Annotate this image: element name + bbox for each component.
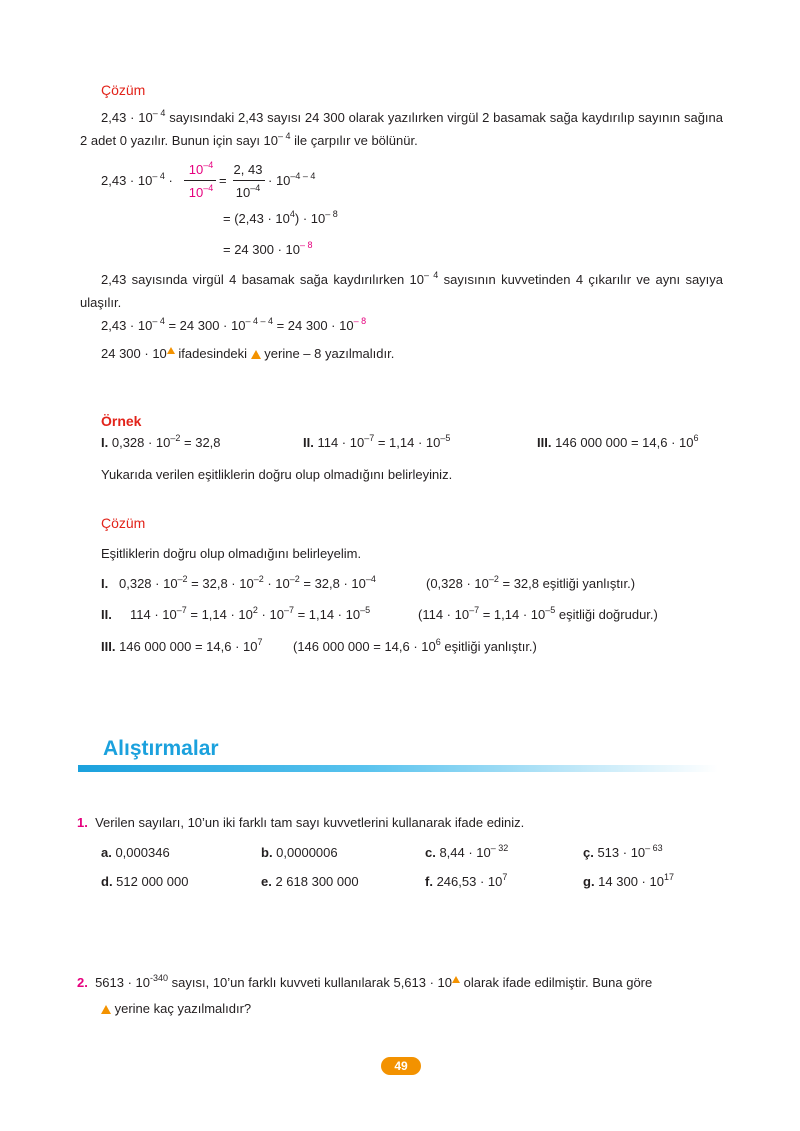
solution-2-intro: Eşitliklerin doğru olup olmadığını belirleyelim.: [101, 546, 362, 561]
exercises-title: Alıştırmalar: [103, 737, 219, 760]
example-item-1: I. $0,328 \cdot 10^{-2} = 32,8$: [101, 432, 221, 450]
exercise-1-item-d: d. 512 000 000: [101, 874, 189, 889]
solution-paragraph-1: $2,43 \cdot 10^{- 4}$ sayısındaki 2,43 sayısı 24 300 olarak yazılırken virgül 2 basamak sağa kaydırılıp sayının sağına 2 adet 0 yazılır. Bunun için sayı $10^{- 4}$ ile çarpılır ve bölünür.: [80, 107, 723, 148]
example-heading: Örnek: [101, 413, 142, 429]
orange-triangle-icon: [452, 976, 460, 983]
orange-triangle-icon: [101, 1005, 111, 1014]
exercise-1-item-a: a. 0,000346: [101, 845, 170, 860]
solution-conclusion: 24 300 · 10 ifadesindeki yerine – 8 yazılmalıdır.: [101, 346, 395, 361]
equation-step-3: = 24 $300 \cdot 10^{- 8}$: [223, 239, 313, 257]
solution-paragraph-2: 2,43 sayısında virgül 4 basamak sağa kaydırılırken $10^{- 4}$ sayısının kuvvetinden 4 çıkarılır ve aynı sayıya ulaşılır.: [80, 269, 724, 310]
exercise-1: 1. Verilen sayıları, 10’un iki farklı tam sayı kuvvetlerini kullanarak ifade ediniz.: [77, 815, 525, 830]
exercise-1-item-c: c. $8,44 \cdot 10^{- 32}$: [425, 842, 509, 860]
exercise-1-item-e: e. 2 618 300 000: [261, 874, 359, 889]
equation-line: $2,43 \cdot 10^{- 4} = 24$ $300 \cdot 10^{- 4 - 4} = 24$ $300 \cdot 10^{- 8}$: [101, 315, 367, 333]
example-question: Yukarıda verilen eşitliklerin doğru olup olmadığını belirleyiniz.: [101, 467, 453, 482]
exercises-title-bar: [78, 765, 718, 772]
exercise-1-item-b: b. 0,0000006: [261, 845, 338, 860]
exercise-2: 2. $5613 \cdot 10^{-340}$ sayısı, 10’un farklı kuvveti kullanılarak 5,613 · 10 olarak ifade edilmiştir. Buna göre: [77, 972, 653, 990]
exercise-2-continuation: yerine kaç yazılmalıdır?: [101, 1001, 251, 1016]
exercise-1-item-f: f. $246,53 \cdot 10^7$: [425, 871, 508, 889]
orange-triangle-icon: [251, 350, 261, 359]
exercise-1-item-g: g. 14 $300 \cdot 10^{17}$: [583, 871, 674, 889]
equation-step-2: = $(2,43 \cdot 10^4) \cdot 10^{- 8}$: [223, 208, 338, 226]
solution-heading: Çözüm: [101, 82, 146, 98]
solution-2-heading: Çözüm: [101, 515, 146, 531]
orange-triangle-icon: [167, 347, 175, 354]
page-number: 49: [381, 1057, 421, 1075]
example-item-2: II. $114 \cdot 10^{-7} = 1,14 \cdot 10^{-5}$: [303, 432, 451, 450]
exercise-1-item-cc: ç. $513 \cdot 10^{- 63}$: [583, 842, 663, 860]
example-item-3: III. 146 000 $000 = 14,6 \cdot 10^6$: [537, 432, 699, 450]
